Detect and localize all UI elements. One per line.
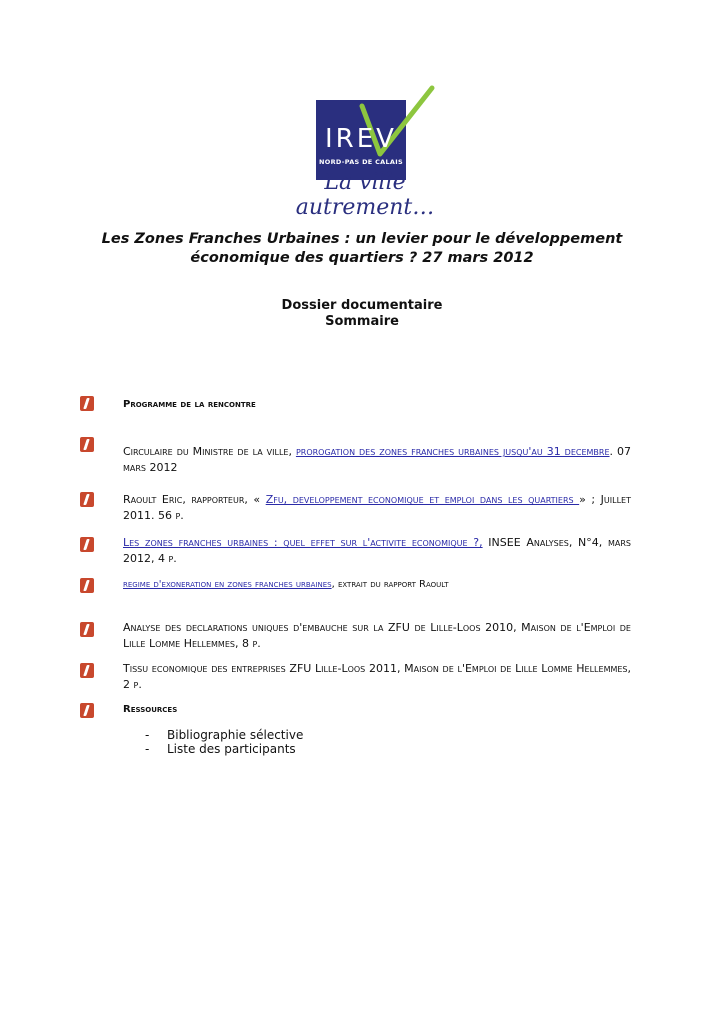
toc-item-circulaire [123, 444, 631, 476]
toc-link-zfu-report[interactable]: Zfu, developpement economique et emploi dans les quartiers [265, 493, 580, 506]
bullet-icon [80, 437, 94, 452]
toc-item-insee [123, 535, 631, 567]
list-dash: - [145, 728, 150, 742]
bullet-icon [80, 396, 94, 411]
toc-item-programme: Programme de la rencontre [123, 399, 256, 410]
toc-item-prefix: Raoult Eric, rapporteur, « [123, 493, 266, 506]
irev-logo [260, 84, 470, 220]
resource-bibliographie: Bibliographie sélective [167, 728, 304, 742]
bullet-icon [80, 622, 94, 637]
toc-item-prefix: Circulaire du Ministre de la ville, [123, 445, 296, 458]
toc-link-prorogation[interactable]: prorogation des zones franches urbaines jusqu'au 31 decembre [295, 445, 610, 458]
toc-item-analyse: Analyse des declarations uniques d'embauche sur la ZFU de Lille-Loos 2010, Maison de l'Emploi de Lille Lomme Hellemmes, 8 p. [123, 621, 631, 650]
logo-tagline: La ville autrement… [295, 170, 435, 220]
toc-link-regime[interactable]: regime d'exoneration en zones franches urbaines [123, 579, 332, 590]
document-subtitle [60, 298, 664, 330]
bullet-icon [80, 492, 94, 507]
bullet-icon [80, 578, 94, 593]
list-dash: - [145, 742, 150, 756]
toc-item-tissu: Tissu economique des entreprises ZFU Lille-Loos 2011, Maison de l'Emploi de Lille Lomme Hellemmes, 2 p. [123, 662, 631, 691]
logo-region: NORD-PAS DE CALAIS [319, 158, 403, 166]
list-item [145, 742, 303, 756]
toc-item-regime [123, 577, 631, 593]
bullet-icon [80, 537, 94, 552]
toc-link-insee[interactable]: Les zones franches urbaines : quel effet sur l'activite economique ?, [123, 536, 483, 549]
toc-item-suffix: » ; Juillet 2011. 56 p. [123, 493, 631, 522]
toc-item-ressources: Ressources [123, 704, 178, 715]
toc-item-suffix: . 07 mars 2012 [123, 445, 631, 474]
list-item [145, 728, 303, 742]
subtitle-line-2: Sommaire [325, 314, 399, 329]
toc-item-suffix: INSEE Analyses, N°4, mars 2012, 4 p. [123, 536, 631, 565]
toc-item-raoult [123, 492, 631, 524]
title-line-1: Les Zones Franches Urbaines : un levier pour le développement [101, 231, 623, 247]
document-title [60, 230, 664, 268]
resources-list [145, 728, 303, 756]
bullet-icon [80, 703, 94, 718]
logo-name: IREV [325, 124, 397, 154]
subtitle-line-1: Dossier documentaire [281, 298, 443, 313]
resource-participants: Liste des participants [167, 742, 296, 756]
toc-item-suffix: , extrait du rapport Raoult [331, 579, 449, 590]
title-line-2: économique des quartiers ? 27 mars 2012 [190, 250, 534, 266]
bullet-icon [80, 663, 94, 678]
